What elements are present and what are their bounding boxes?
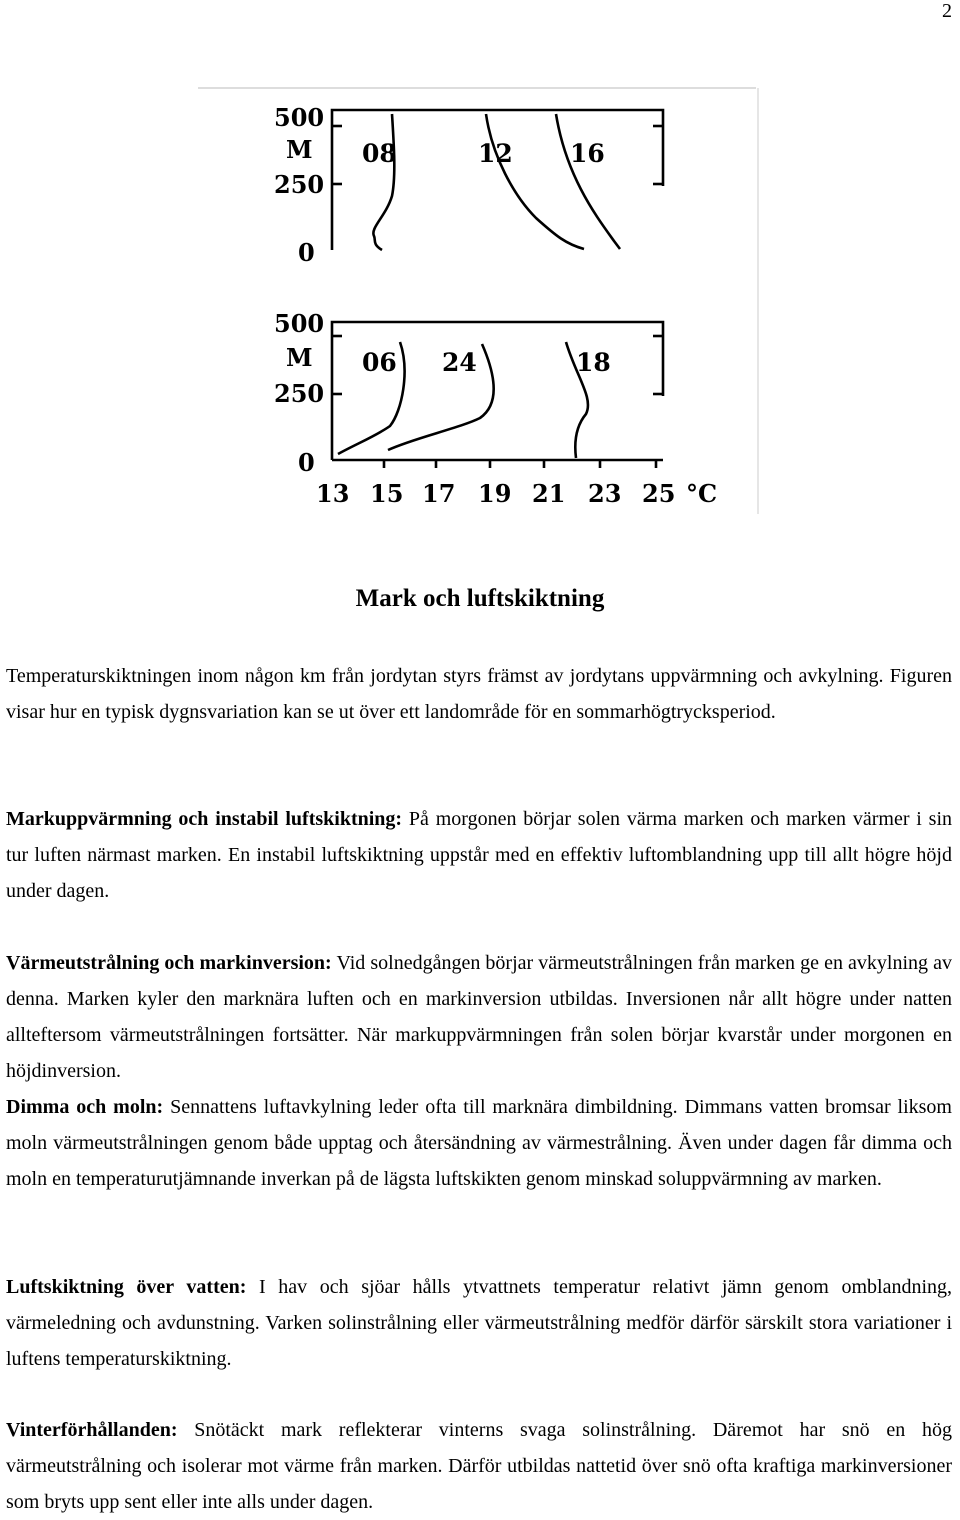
x-label-13: 13: [316, 479, 350, 508]
paragraph-dimma: [6, 1089, 952, 1197]
page-number: 2: [942, 0, 952, 22]
bottom-y-label-250: 250: [274, 379, 325, 408]
x-label-25: 25: [642, 479, 676, 508]
paragraph-heading: Värmeutstrålning och markinversion:: [6, 952, 332, 974]
bottom-y-label-0: 0: [298, 448, 315, 477]
paragraph-markuppvarmning: [6, 801, 952, 909]
curve-12: [486, 114, 584, 249]
curve-16: [556, 114, 620, 249]
paragraph-text: Snötäckt mark reflekterar vinterns svaga solinstrålning. Däremot har snö en hög värmeutstrålning och isolerar mot värme från marken. Därför utbildas nattetid över snö ofta kraftiga markinversioner som bryts upp sent eller inte alls under dagen.: [6, 1419, 952, 1513]
paragraph-heading: Luftskiktning över vatten:: [6, 1276, 247, 1298]
curve-label-24: 24: [442, 348, 477, 377]
section-title: Mark och luftskiktning: [355, 585, 605, 612]
top-y-label-250: 250: [274, 170, 325, 199]
bottom-panel: [332, 322, 663, 468]
curve-label-08: 08: [362, 139, 397, 168]
top-y-label-unit: M: [286, 135, 313, 164]
curve-label-16: 16: [570, 139, 605, 168]
paragraph-vatten: [6, 1269, 952, 1377]
curve-08: [373, 114, 394, 250]
paragraph-heading: Vinterförhållanden:: [6, 1419, 178, 1441]
x-axis-unit: °C: [686, 479, 718, 508]
x-label-15: 15: [370, 479, 404, 508]
intro-paragraph: Temperaturskiktningen inom någon km från jordytan styrs främst av jordytans uppvärmning och avkylning. Figuren visar hur en typisk dygnsvariation kan se ut över ett landområde för en sommarhögtrycksperiod.: [6, 665, 952, 723]
top-y-label-500: 500: [274, 103, 325, 132]
curve-label-06: 06: [362, 348, 397, 377]
paragraph-vinter: [6, 1412, 952, 1520]
x-label-19: 19: [478, 479, 512, 508]
paragraph-heading: Markuppvärmning och instabil luftskiktning:: [6, 808, 403, 830]
paragraph-heading: Dimma och moln:: [6, 1096, 164, 1118]
top-panel: [332, 110, 663, 250]
paragraph-text: Vid solnedgången börjar värmeutstrålningen från marken ge en avkylning av denna. Marken kyler den marknära luften och en markinversion utbildas. Inversionen når allt högre under natten allteftersom värmeutstrålningen fortsätter. När markuppvärmningen från solen börjar kvarstår under morgonen en höjdinversion.: [6, 952, 952, 1082]
top-y-label-0: 0: [298, 238, 315, 267]
x-label-17: 17: [422, 479, 456, 508]
paragraph-text: I hav och sjöar hålls ytvattnets temperatur relativt jämn genom omblandning, värmeledning och avdunstning. Varken solinstrålning eller värmeutstrålning medför därför särskilt stora variationer i luftens temperaturskiktning.: [6, 1276, 952, 1370]
temperature-profile-diagram: [196, 86, 762, 516]
paragraph-text: På morgonen börjar solen värma marken och marken värmer i sin tur luften närmast marken. En instabil luftskiktning uppstår med en effektiv luftomblandning upp till allt högre höjd under dagen.: [6, 808, 953, 902]
paragraph-varmeutstralning: [6, 945, 952, 1089]
bottom-y-label-unit: M: [286, 343, 313, 372]
bottom-y-label-500: 500: [274, 309, 325, 338]
x-label-21: 21: [532, 479, 566, 508]
curve-label-18: 18: [576, 348, 611, 377]
x-label-23: 23: [588, 479, 622, 508]
curve-label-12: 12: [478, 139, 513, 168]
temperature-profile-figure: [196, 86, 762, 516]
paragraph-text: Sennattens luftavkylning leder ofta till marknära dimbildning. Dimmans vatten bromsar liksom moln värmeutstrålningen genom både upptag och återsändning av värmestrålning. Även under dagen får dimma och moln en temperaturutjämnande inverkan på de lägsta luftskikten genom minskad soluppvärmning av marken.: [6, 1096, 952, 1190]
